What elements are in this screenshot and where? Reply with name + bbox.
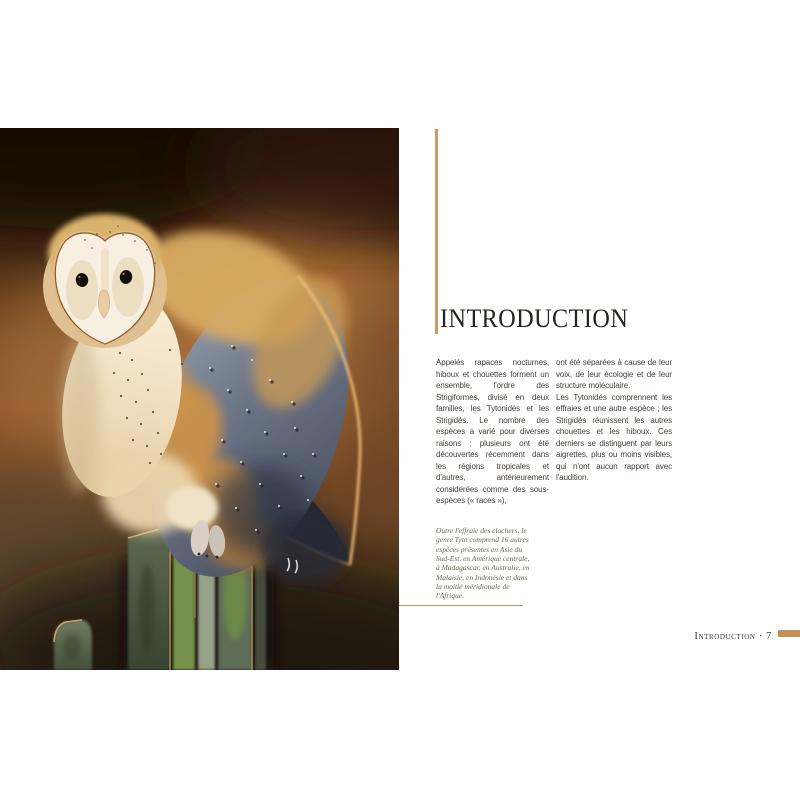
barn-owl-illustration — [0, 128, 399, 670]
heading-accent-bar — [435, 129, 438, 334]
page-title: INTRODUCTION — [440, 304, 629, 333]
body-text — [436, 357, 672, 507]
body-paragraph: ont été séparées à cause de leur voix, de leur écologie et de leur structure moléculaire. — [556, 358, 672, 390]
owl-photo — [0, 128, 399, 670]
page-edge-tab — [778, 630, 800, 637]
body-paragraph: Appelés rapaces nocturnes, hiboux et chouettes forment un ensemble, l'ordre des Strigiformes, divisé en deux familles, les Tytonidés et les Strigidés. Le nombre des espèces a varié pour diverses raisons : plusieurs ont été découvertes récemment dans les régions tropicales et d'autres, antérieurement considérées comme des sous-espèces (« races »), — [436, 358, 549, 505]
running-footer: Introduction · 7 — [694, 631, 772, 642]
body-paragraph: Les Tytonidés comprennent les effraies et une autre espèce ; les Strigidés réunissent les autres chouettes et les hiboux. Ces derniers se distinguent par leurs aigrettes, plus ou moins visibles, qui n'ont aucun rapport avec l'audition. — [556, 392, 672, 482]
photo-caption: Outre l'effraie des clochers, le genre Tyto comprend 16 autres espèces présentes en Asie du Sud-Est, en Amérique centrale, à Madagascar, en Australie, en Malaisie, en Indonésie et dans la moitié méridionale de l'Afrique. — [436, 526, 530, 601]
body-column-2 — [556, 357, 672, 507]
caption-rule — [399, 605, 523, 606]
body-column-1 — [436, 357, 549, 507]
